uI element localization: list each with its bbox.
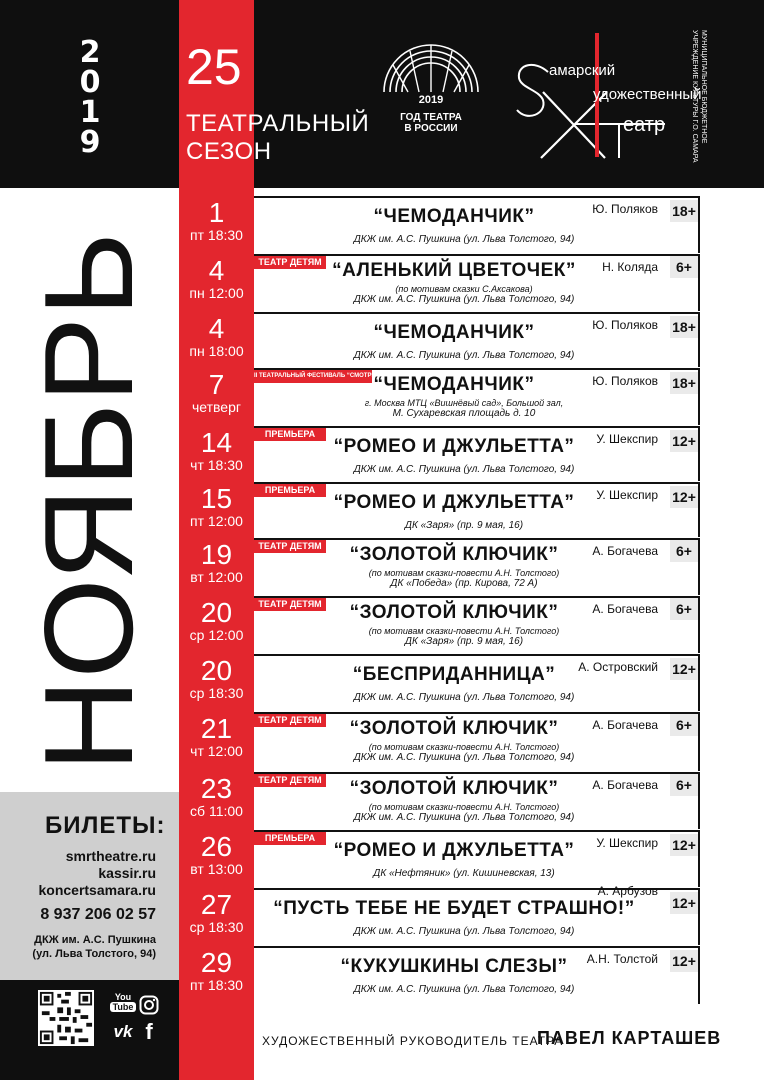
month-text: НОЯБРЬ <box>18 245 159 772</box>
event-row <box>179 482 700 537</box>
site-link-3[interactable]: koncertsamara.ru <box>38 882 156 898</box>
event-badge: ТЕАТР ДЕТЯМ <box>254 774 326 787</box>
event-note: (по мотивам сказки С.Аксакова) <box>395 284 533 294</box>
event-time: пт 18:30 <box>190 977 243 993</box>
event-time: вт 12:00 <box>190 569 243 585</box>
event-note: (по мотивам сказки-повести А.Н. Толстого) <box>368 742 560 752</box>
event-title: “ЗОЛОТОЙ КЛЮЧИК” <box>349 778 559 799</box>
season-line-2: СЕЗОН <box>186 138 272 165</box>
event-day: 14 <box>200 427 233 458</box>
theatre-word-2: удожественный <box>593 86 702 103</box>
tickets-title: БИЛЕТЫ: <box>45 812 166 839</box>
event-date <box>179 888 254 945</box>
year-digit: 9 <box>79 125 101 160</box>
event-day: 20 <box>200 597 233 628</box>
event-title: “ЧЕМОДАНЧИК” <box>373 322 535 343</box>
theatre-word-1: амарский <box>549 62 616 79</box>
event-age-rating: 18+ <box>670 316 698 338</box>
event-row <box>179 712 700 771</box>
event-date <box>179 426 254 481</box>
event-age-rating: 12+ <box>670 892 698 914</box>
event-note: (по мотивам сказки-повести А.Н. Толстого) <box>368 626 560 636</box>
event-badge: ТЕАТР ДЕТЯМ <box>254 540 326 553</box>
event-time: вт 13:00 <box>190 861 243 877</box>
event-venue: ДК «Заря» (пр. 9 мая, 16) <box>404 636 524 647</box>
event-title: “РОМЕО И ДЖУЛЬЕТТА” <box>333 840 575 861</box>
event-author: Ю. Поляков <box>592 202 658 216</box>
event-date <box>179 538 254 595</box>
theatre-word-3: еатр <box>623 114 666 136</box>
event-badge: ПРЕМЬЕРА <box>254 832 326 845</box>
event-note: (по мотивам сказки-повести А.Н. Толстого) <box>368 802 560 812</box>
event-venue: М. Сухаревская площадь д. 10 <box>392 408 536 419</box>
event-date <box>179 712 254 771</box>
event-badge: II ТЕАТРАЛЬНЫЙ ФЕСТИВАЛЬ “СМОТРИНЫ” <box>254 370 372 383</box>
event-date <box>179 368 254 425</box>
event-age-rating: 6+ <box>670 714 698 736</box>
event-venue: ДКЖ им. А.С. Пушкина (ул. Льва Толстого, 94) <box>353 926 575 937</box>
event-note: г. Москва МТЦ «Вишнёвый сад», Большой зал, <box>364 398 564 408</box>
event-row <box>179 830 700 887</box>
vk-icon[interactable]: vk <box>113 1022 133 1041</box>
event-day: 20 <box>200 655 233 686</box>
event-date <box>179 830 254 887</box>
event-time: ср 12:00 <box>189 627 244 643</box>
event-author: А. Богачева <box>592 544 658 558</box>
event-author: Н. Коляда <box>602 260 658 274</box>
logo-caption-1: ГОД ТЕАТРА <box>400 112 462 123</box>
event-age-rating: 6+ <box>670 540 698 562</box>
event-title: “АЛЕНЬКИЙ ЦВЕТОЧЕК” <box>332 260 576 281</box>
season-label <box>186 110 369 166</box>
site-link-2[interactable]: kassir.ru <box>98 865 156 881</box>
event-title: “БЕСПРИДАННИЦА” <box>352 664 556 685</box>
organization-text: МУНИЦИПАЛЬНОЕ БЮДЖЕТНОЕ УЧРЕЖДЕНИЕ КУЛЬТУРЫ Г.О. САМАРА <box>691 30 707 163</box>
event-time: пт 12:00 <box>190 513 243 529</box>
event-age-rating: 12+ <box>670 658 698 680</box>
event-date <box>179 312 254 367</box>
event-venue: ДКЖ им. А.С. Пушкина (ул. Льва Толстого, 94) <box>353 350 575 361</box>
event-row <box>179 368 700 425</box>
event-date <box>179 196 254 253</box>
event-day: 19 <box>200 539 233 570</box>
event-age-rating: 12+ <box>670 430 698 452</box>
event-title: “ПУСТЬ ТЕБЕ НЕ БУДЕТ СТРАШНО!” <box>273 898 635 919</box>
event-author: Ю. Поляков <box>592 318 658 332</box>
event-age-rating: 12+ <box>670 486 698 508</box>
event-author: У. Шекспир <box>596 488 658 502</box>
logo-year: 2019 <box>418 94 444 106</box>
event-venue: ДКЖ им. А.С. Пушкина (ул. Льва Толстого, 94) <box>353 294 575 305</box>
event-age-rating: 18+ <box>670 372 698 394</box>
event-venue: ДКЖ им. А.С. Пушкина (ул. Льва Толстого, 94) <box>353 692 575 703</box>
event-author: У. Шекспир <box>596 836 658 850</box>
event-row <box>179 654 700 711</box>
event-time: чт 18:30 <box>190 457 243 473</box>
logo-caption-2: В РОССИИ <box>404 123 458 134</box>
instagram-icon[interactable] <box>139 995 159 1015</box>
event-date <box>179 254 254 311</box>
event-time: сб 11:00 <box>190 803 243 819</box>
event-time: четверг <box>192 399 241 415</box>
event-time: ср 18:30 <box>189 919 244 935</box>
event-venue: ДКЖ им. А.С. Пушкина (ул. Льва Толстого, 94) <box>353 464 575 475</box>
event-day: 15 <box>200 483 233 514</box>
event-badge: ТЕАТР ДЕТЯМ <box>254 714 326 727</box>
event-title: “ЗОЛОТОЙ КЛЮЧИК” <box>349 544 559 565</box>
year-of-theatre-caption <box>376 95 486 134</box>
event-row <box>179 426 700 481</box>
event-date <box>179 596 254 653</box>
event-author: У. Шекспир <box>596 432 658 446</box>
event-time: чт 12:00 <box>190 743 243 759</box>
event-time: пт 18:30 <box>190 227 243 243</box>
year-vertical <box>70 35 110 160</box>
season-line-1: ТЕАТРАЛЬНЫЙ <box>186 110 370 137</box>
event-row <box>179 772 700 829</box>
event-title: “ЗОЛОТОЙ КЛЮЧИК” <box>349 602 559 623</box>
event-row <box>179 538 700 595</box>
event-day: 7 <box>208 369 225 400</box>
event-author: А. Богачева <box>592 718 658 732</box>
event-row <box>179 946 700 1004</box>
event-row <box>179 884 700 945</box>
event-row <box>179 312 700 367</box>
year-digit: 2 <box>79 35 101 70</box>
event-title: “РОМЕО И ДЖУЛЬЕТТА” <box>333 492 575 513</box>
tickets-venue-1: ДКЖ им. А.С. Пушкина <box>34 934 156 946</box>
event-age-rating: 18+ <box>670 200 698 222</box>
event-venue: ДКЖ им. А.С. Пушкина (ул. Льва Толстого, 94) <box>353 234 575 245</box>
event-age-rating: 6+ <box>670 598 698 620</box>
event-title: “ЧЕМОДАНЧИК” <box>373 206 535 227</box>
phone-number[interactable]: 8 937 206 02 57 <box>40 906 156 923</box>
event-day: 27 <box>200 889 233 920</box>
event-author: А. Островский <box>578 660 658 674</box>
director-name: ПАВЕЛ КАРТАШЕВ <box>537 1028 722 1048</box>
event-day: 4 <box>208 255 225 286</box>
event-author: А. Богачева <box>592 778 658 792</box>
tickets-venue-2: (ул. Льва Толстого, 94) <box>32 948 156 960</box>
facebook-icon[interactable]: f <box>145 1019 153 1044</box>
event-author: А. Арбузов <box>597 884 658 898</box>
event-day: 26 <box>200 831 233 862</box>
year-digit: 1 <box>79 95 101 130</box>
event-venue: ДКЖ им. А.С. Пушкина (ул. Льва Толстого, 94) <box>353 752 575 763</box>
event-title: “РОМЕО И ДЖУЛЬЕТТА” <box>333 436 575 457</box>
event-time: пн 12:00 <box>189 285 244 301</box>
event-date <box>179 772 254 829</box>
event-day: 21 <box>200 713 233 744</box>
month-vertical <box>18 220 159 780</box>
event-day: 1 <box>208 197 225 228</box>
event-date <box>179 654 254 711</box>
event-title: “КУКУШКИНЫ СЛЕЗЫ” <box>340 956 568 977</box>
event-badge: ТЕАТР ДЕТЯМ <box>254 256 326 269</box>
event-row <box>179 254 700 311</box>
event-day: 4 <box>208 313 225 344</box>
event-day: 23 <box>200 773 233 804</box>
event-date <box>179 482 254 537</box>
event-time: ср 18:30 <box>189 685 244 701</box>
event-venue: ДК «Победа» (пр. Кирова, 72 А) <box>390 578 538 589</box>
event-day: 29 <box>200 947 233 978</box>
event-row <box>179 596 700 653</box>
event-badge: ПРЕМЬЕРА <box>254 428 326 441</box>
event-badge: ТЕАТР ДЕТЯМ <box>254 598 326 611</box>
event-venue: ДКЖ им. А.С. Пушкина (ул. Льва Толстого, 94) <box>353 812 575 823</box>
event-row <box>179 196 700 253</box>
event-author: А.Н. Толстой <box>586 952 658 966</box>
event-venue: ДКЖ им. А.С. Пушкина (ул. Льва Толстого, 94) <box>353 984 575 995</box>
year-digit: 0 <box>79 65 101 100</box>
event-time: пн 18:00 <box>189 343 244 359</box>
qr-code-icon[interactable] <box>38 990 94 1046</box>
season-number: 25 <box>186 39 242 95</box>
youtube-icon[interactable]: You Tube <box>110 992 136 1016</box>
event-age-rating: 6+ <box>670 774 698 796</box>
site-link-1[interactable]: smrtheatre.ru <box>65 848 156 864</box>
event-title: “ЧЕМОДАНЧИК” <box>373 374 535 395</box>
event-age-rating: 12+ <box>670 950 698 972</box>
event-note: (по мотивам сказки-повести А.Н. Толстого) <box>368 568 560 578</box>
event-age-rating: 6+ <box>670 256 698 278</box>
event-venue: ДК «Заря» (пр. 9 мая, 16) <box>404 520 524 531</box>
event-date <box>179 946 254 1004</box>
event-venue: ДК «Нефтяник» (ул. Кишиневская, 13) <box>373 868 555 879</box>
event-author: А. Богачева <box>592 602 658 616</box>
event-author: Ю. Поляков <box>592 374 658 388</box>
director-label: ХУДОЖЕСТВЕННЫЙ РУКОВОДИТЕЛЬ ТЕАТРА <box>262 1034 564 1048</box>
event-age-rating: 12+ <box>670 834 698 856</box>
event-title: “ЗОЛОТОЙ КЛЮЧИК” <box>349 718 559 739</box>
event-badge: ПРЕМЬЕРА <box>254 484 326 497</box>
